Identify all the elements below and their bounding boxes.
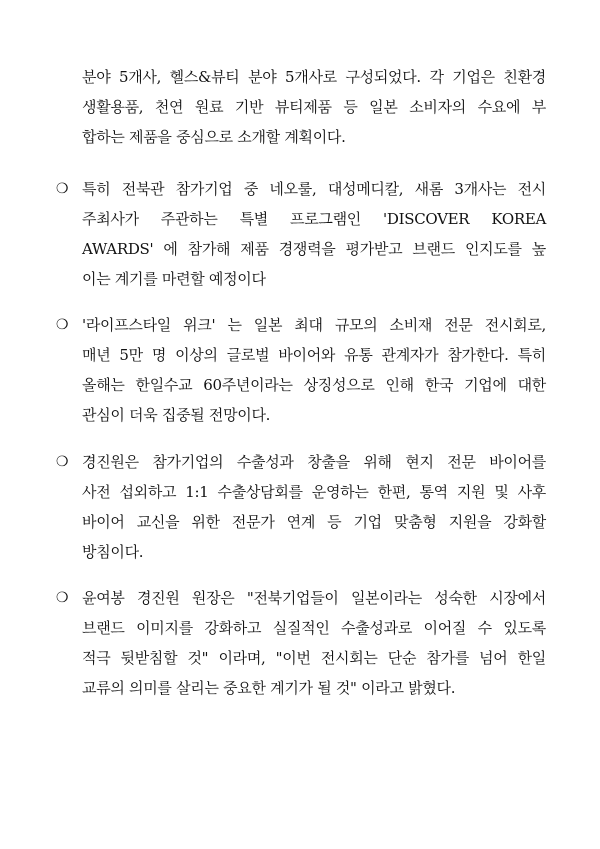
text-line: 생활용품, 천연 원료 기반 뷰티제품 등 일본 소비자의 수요에 부 [82, 98, 546, 116]
text-line: 특히 전북관 참가기업 중 네오룰, 대성메디칼, 새롬 3개사는 전시 [82, 180, 546, 198]
paragraph-lifestyle-week [56, 310, 546, 430]
text-line: 분야 5개사, 헬스&뷰티 분야 5개사로 구성되었다. 각 기업은 친환경 [82, 68, 546, 86]
text-line: 브랜드 이미지를 강화하고 실질적인 수출성과로 이어질 수 있도록 [82, 619, 546, 637]
text-line: 주최사가 주관하는 특별 프로그램인 'DISCOVER KOREA [82, 210, 546, 228]
circle-bullet-icon: ❍ [56, 317, 69, 333]
text-line: 올해는 한일수교 60주년이라는 상징성으로 인해 한국 기업에 대한 [82, 376, 546, 394]
paragraph-product-categories [56, 62, 546, 152]
text-line: 사전 섭외하고 1:1 수출상담회를 운영하는 한편, 통역 지원 및 사후 [82, 483, 546, 501]
text-line: 방침이다. [82, 543, 144, 561]
text-line: '라이프스타일 위크' 는 일본 최대 규모의 소비재 전문 전시회로, [82, 316, 546, 334]
paragraph-discover-korea-awards [56, 174, 546, 294]
circle-bullet-icon: ❍ [56, 181, 69, 197]
circle-bullet-icon: ❍ [56, 590, 69, 606]
text-line: 이는 계기를 마련할 예정이다 [82, 270, 266, 288]
text-line: 적극 뒷받침할 것" 이라며, "이번 전시회는 단순 참가를 넘어 한일 [82, 649, 546, 667]
paragraph-support-plan [56, 447, 546, 567]
text-line: 윤여봉 경진원 원장은 "전북기업들이 일본이라는 성숙한 시장에서 [82, 589, 546, 607]
text-line: 매년 5만 명 이상의 글로벌 바이어와 유통 관계자가 참가한다. 특히 [82, 346, 546, 364]
text-line: 경진원은 참가기업의 수출성과 창출을 위해 현지 전문 바이어를 [82, 453, 546, 471]
text-line: AWARDS' 에 참가해 제품 경쟁력을 평가받고 브랜드 인지도를 높 [82, 240, 546, 258]
paragraph-director-quote [56, 583, 546, 703]
text-line: 관심이 더욱 집중될 전망이다. [82, 406, 271, 424]
text-line: 교류의 의미를 살리는 중요한 계기가 될 것" 이라고 밝혔다. [82, 679, 456, 697]
text-line: 바이어 교신을 위한 전문가 연계 등 기업 맞춤형 지원을 강화할 [82, 513, 546, 531]
circle-bullet-icon: ❍ [56, 454, 69, 470]
text-line: 합하는 제품을 중심으로 소개할 계획이다. [82, 128, 346, 146]
